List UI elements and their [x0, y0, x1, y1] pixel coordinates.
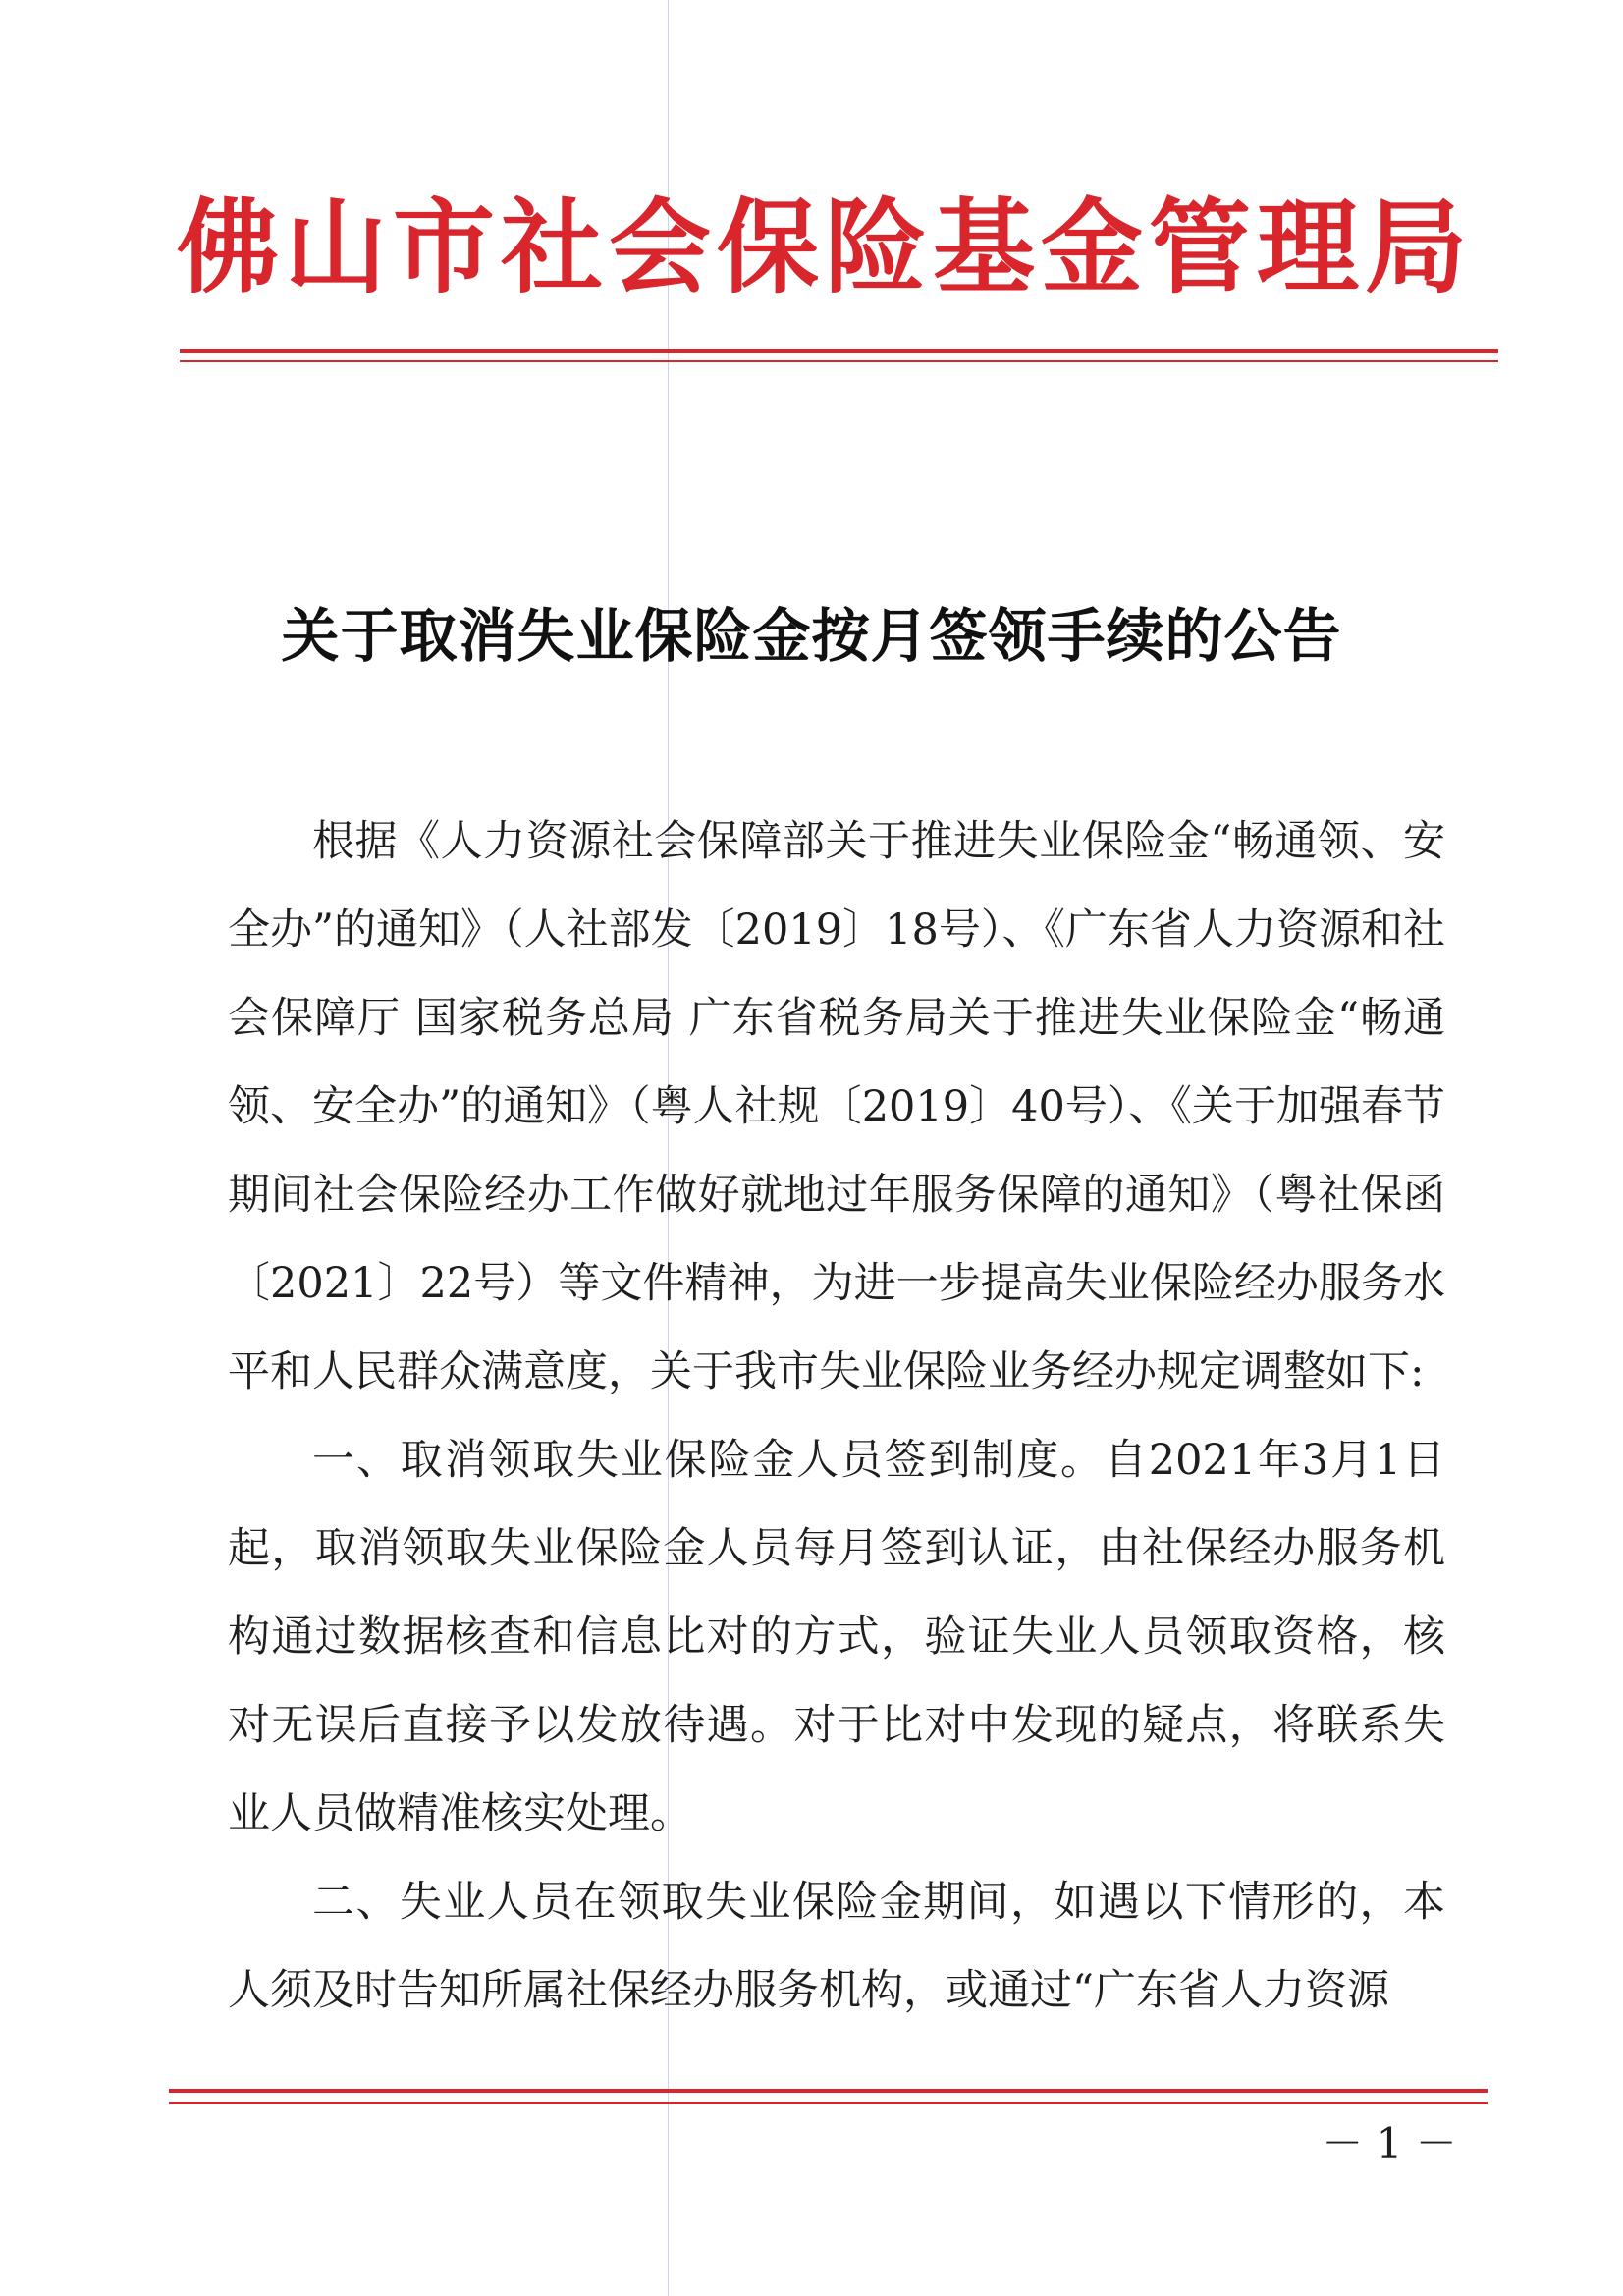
letterhead-rule [180, 349, 1498, 353]
paragraph-basis: 根据《人力资源社会保障部关于推进失业保险金“畅通领、安全办”的通知》（人社部发〔2019〕18号）、《广东省人力资源和社会保障厅 国家税务总局 广东省税务局关于推进失业保险金“畅通领、安全办”的通知》（粤人社规〔2019〕40号）、《关于加强春节期间社会保险经办工作做好就地过年服务保障的通知》（粤社保函〔2021〕22号）等文件精神，为进一步提高失业保险经办服务水平和人民群众满意度，关于我市失业保险业务经办规定调整如下: [228, 817, 1445, 1396]
footer-rule [169, 2089, 1488, 2093]
document-title: 关于取消失业保险金按月签领手续的公告 [281, 602, 1342, 670]
letterhead-rule-thin [180, 360, 1498, 362]
document-body [228, 797, 1445, 2035]
agency-letterhead: 佛山市社会保险基金管理局 [177, 187, 1474, 307]
paragraph-item-1: 一、取消领取失业保险金人员签到制度。自2021年3月1日起，取消领取失业保险金人员每月签到认证，由社保经办服务机构通过数据核查和信息比对的方式，验证失业人员领取资格，核对无误后直接予以发放待遇。对于比对中发现的疑点，将联系失业人员做精准核实处理。 [228, 1436, 1445, 1838]
footer-rule-thin [169, 2102, 1488, 2104]
paragraph-item-2: 二、失业人员在领取失业保险金期间，如遇以下情形的，本人须及时告知所属社保经办服务机构，或通过“广东省人力资源 [228, 1878, 1445, 2015]
page-number: － 1 － [1322, 2119, 1457, 2167]
